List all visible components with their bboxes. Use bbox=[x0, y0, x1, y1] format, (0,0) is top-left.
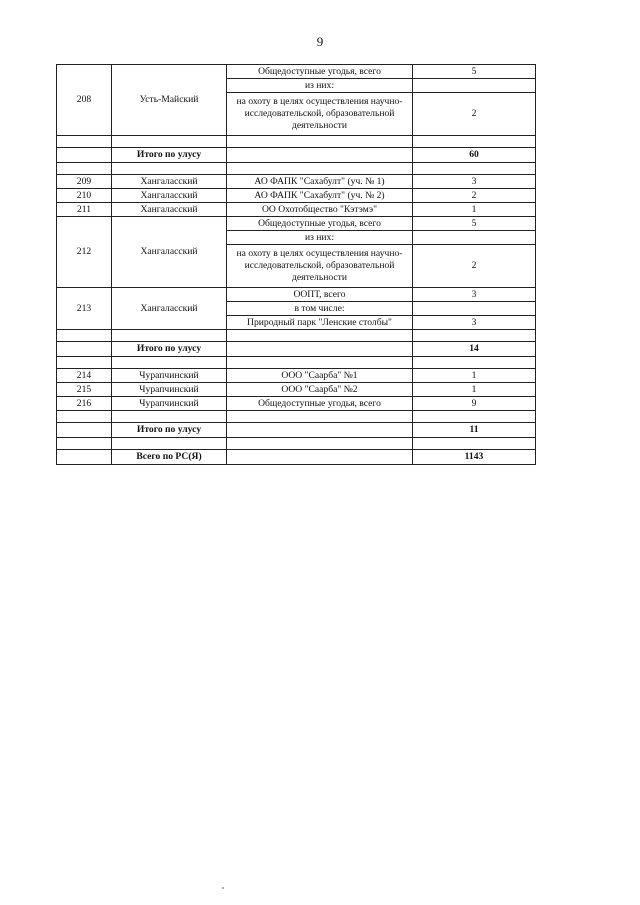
table-row bbox=[57, 65, 536, 79]
grounds-name: Общедоступные угодья, всего bbox=[227, 397, 413, 411]
grounds-name: на охоту в целях осуществления научно-исследовательской, образовательной деятельности bbox=[227, 93, 413, 136]
spacer-row bbox=[57, 411, 536, 423]
table-row bbox=[57, 288, 536, 302]
row-number: 212 bbox=[57, 217, 112, 288]
count-value: 3 bbox=[413, 175, 536, 189]
ulus-name: Чурапчинский bbox=[112, 397, 227, 411]
count-value: 3 bbox=[413, 316, 536, 330]
row-number: 209 bbox=[57, 175, 112, 189]
count-value bbox=[413, 231, 536, 245]
row-number: 214 bbox=[57, 369, 112, 383]
grounds-name: АО ФАПК "Сахабулт" (уч. № 1) bbox=[227, 175, 413, 189]
ulus-name: Хангаласский bbox=[112, 189, 227, 203]
grounds-name: АО ФАПК "Сахабулт" (уч. № 2) bbox=[227, 189, 413, 203]
count-value: 2 bbox=[413, 245, 536, 288]
row-number: 215 bbox=[57, 383, 112, 397]
total-label: Итого по улусу bbox=[112, 423, 227, 438]
ulus-name: Усть-Майский bbox=[112, 65, 227, 136]
spacer-row bbox=[57, 357, 536, 369]
ulus-name: Хангаласский bbox=[112, 217, 227, 288]
ulus-name: Чурапчинский bbox=[112, 369, 227, 383]
grounds-name: Общедоступные угодья, всего bbox=[227, 217, 413, 231]
grounds-name: Природный парк "Ленские столбы" bbox=[227, 316, 413, 330]
count-value: 2 bbox=[413, 189, 536, 203]
total-label: Итого по улусу bbox=[112, 148, 227, 163]
spacer-row bbox=[57, 438, 536, 450]
grand-total-label: Всего по РС(Я) bbox=[112, 450, 227, 465]
grounds-name: на охоту в целях осуществления научно-исследовательской, образовательной деятельности bbox=[227, 245, 413, 288]
table-row bbox=[57, 203, 536, 217]
count-value: 1 bbox=[413, 383, 536, 397]
table-row bbox=[57, 397, 536, 411]
total-value: 60 bbox=[413, 148, 536, 163]
row-number: 208 bbox=[57, 65, 112, 136]
count-value: 9 bbox=[413, 397, 536, 411]
grounds-name: Общедоступные угодья, всего bbox=[227, 65, 413, 79]
count-value: 1 bbox=[413, 203, 536, 217]
page-number: 9 bbox=[316, 34, 324, 49]
total-value: 11 bbox=[413, 423, 536, 438]
spacer-row bbox=[57, 330, 536, 342]
count-value: 5 bbox=[413, 65, 536, 79]
grounds-name: из них: bbox=[227, 231, 413, 245]
count-value: 3 bbox=[413, 288, 536, 302]
total-row bbox=[57, 148, 536, 163]
grounds-name: из них: bbox=[227, 79, 413, 93]
table-row bbox=[57, 383, 536, 397]
total-row bbox=[57, 423, 536, 438]
total-row bbox=[57, 342, 536, 357]
row-number: 213 bbox=[57, 288, 112, 330]
ulus-name: Хангаласский bbox=[112, 175, 227, 189]
total-value: 14 bbox=[413, 342, 536, 357]
table-row bbox=[57, 369, 536, 383]
ulus-name: Хангаласский bbox=[112, 203, 227, 217]
count-value: 1 bbox=[413, 369, 536, 383]
row-number: 211 bbox=[57, 203, 112, 217]
grounds-name: ООО "Саарба" №2 bbox=[227, 383, 413, 397]
count-value bbox=[413, 79, 536, 93]
row-number: 210 bbox=[57, 189, 112, 203]
spacer-row bbox=[57, 163, 536, 175]
table-row bbox=[57, 175, 536, 189]
scan-speck bbox=[222, 887, 224, 889]
hunting-grounds-table bbox=[56, 64, 536, 465]
table-row bbox=[57, 189, 536, 203]
spacer-row bbox=[57, 136, 536, 148]
grounds-name: в том числе: bbox=[227, 302, 413, 316]
grand-total-row bbox=[57, 450, 536, 465]
grounds-name: ООПТ, всего bbox=[227, 288, 413, 302]
table-row bbox=[57, 217, 536, 231]
ulus-name: Хангаласский bbox=[112, 288, 227, 330]
grounds-name: ООО "Саарба" №1 bbox=[227, 369, 413, 383]
row-number: 216 bbox=[57, 397, 112, 411]
total-label: Итого по улусу bbox=[112, 342, 227, 357]
grounds-name: ОО Охотобщество "Кэтэмэ" bbox=[227, 203, 413, 217]
count-value: 2 bbox=[413, 93, 536, 136]
ulus-name: Чурапчинский bbox=[112, 383, 227, 397]
count-value bbox=[413, 302, 536, 316]
count-value: 5 bbox=[413, 217, 536, 231]
grand-total-value: 1143 bbox=[413, 450, 536, 465]
